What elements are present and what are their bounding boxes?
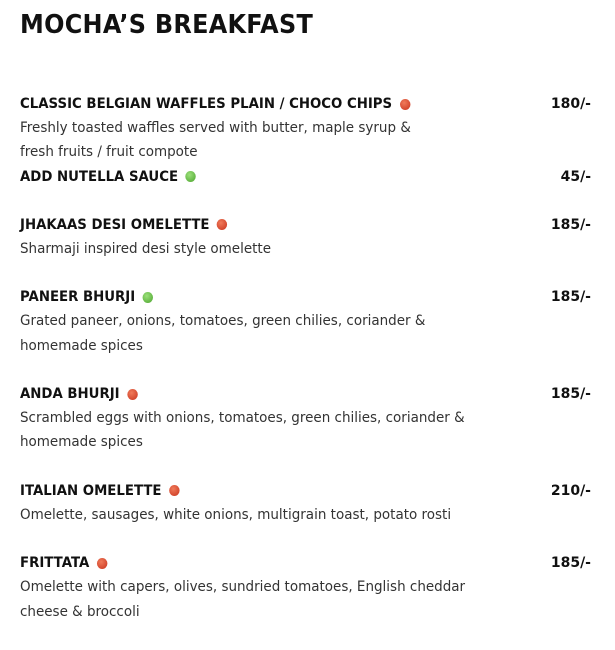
item-name	[20, 217, 228, 233]
item-price: 45/-	[560, 168, 591, 185]
item-header	[20, 92, 591, 116]
item-header	[20, 479, 591, 503]
item-description: fresh fruits / fruit compote	[20, 144, 198, 161]
item-description: cheese & broccoli	[20, 603, 140, 620]
item-price: 185/-	[550, 289, 591, 306]
addon-header	[20, 165, 591, 189]
item-name-text: PANEER BHURJI	[20, 289, 136, 306]
item-name-text: CLASSIC BELGIAN WAFFLES PLAIN / CHOCO CHIPS	[20, 96, 393, 112]
menu-item	[20, 213, 591, 261]
item-price: 210/-	[550, 482, 591, 499]
item-name-text: FRITTATA	[20, 555, 90, 572]
non-veg-indicator-icon	[217, 219, 227, 230]
item-name-text: JHAKAAS DESI OMELETTE	[20, 216, 210, 233]
item-name	[20, 386, 138, 402]
item-header	[20, 382, 591, 406]
item-description: Omelette with capers, olives, sundried tomatoes, English cheddar	[20, 579, 466, 596]
item-description: Grated paneer, onions, tomatoes, green chilies, coriander &	[20, 313, 426, 330]
item-name	[20, 483, 180, 499]
item-price: 185/-	[550, 386, 591, 403]
menu-item	[20, 285, 591, 358]
item-name-text: ITALIAN OMELETTE	[20, 482, 162, 499]
non-veg-indicator-icon	[97, 558, 107, 569]
item-header	[20, 285, 591, 309]
item-description: Freshly toasted waffles served with butter, maple syrup &	[20, 120, 411, 136]
non-veg-indicator-icon	[400, 99, 410, 110]
item-name	[20, 555, 107, 571]
item-price: 180/-	[550, 96, 591, 112]
menu-list	[20, 92, 591, 648]
item-name	[20, 169, 196, 185]
item-description: Sharmaji inspired desi style omelette	[20, 240, 272, 257]
menu-item	[20, 382, 591, 455]
item-price: 185/-	[550, 216, 591, 233]
item-description: homemade spices	[20, 337, 143, 354]
item-name	[20, 289, 153, 305]
menu-item	[20, 92, 591, 189]
non-veg-indicator-icon	[169, 485, 179, 496]
item-name-text: ADD NUTELLA SAUCE	[20, 168, 179, 185]
item-header	[20, 213, 591, 237]
item-name	[20, 96, 410, 112]
item-description: Omelette, sausages, white onions, multigrain toast, potato rosti	[20, 506, 452, 523]
item-description: homemade spices	[20, 434, 143, 451]
non-veg-indicator-icon	[127, 389, 137, 400]
menu-item	[20, 479, 591, 527]
item-description: Scrambled eggs with onions, tomatoes, green chilies, coriander &	[20, 410, 465, 427]
veg-indicator-icon	[143, 292, 153, 303]
veg-indicator-icon	[186, 171, 196, 182]
menu-item	[20, 551, 591, 624]
item-header	[20, 551, 591, 575]
item-name-text: ANDA BHURJI	[20, 386, 120, 403]
item-price: 185/-	[550, 555, 591, 572]
menu-title: MOCHA’S BREAKFAST	[20, 10, 314, 40]
